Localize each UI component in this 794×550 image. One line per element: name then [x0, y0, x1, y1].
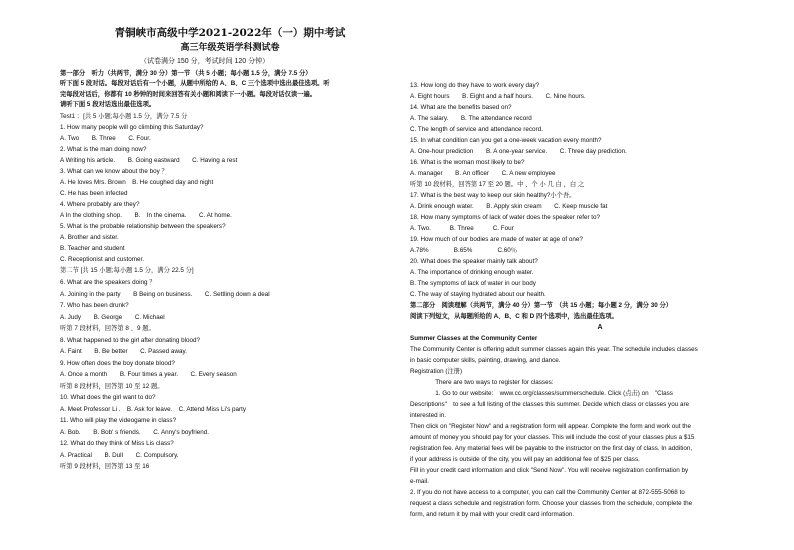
- text-line: form, and return it by mail with your credit card information.: [410, 511, 575, 518]
- text-line: interested in.: [410, 412, 447, 419]
- exam-info: （试卷满分 150 分，考试时间 120 分钟）: [140, 58, 270, 65]
- text-line: 15. In what condition can you get a one-week vacation every month?: [410, 137, 602, 144]
- text-line: A. manager B. An officer C. A new employee: [410, 170, 556, 177]
- text-line: A. Brother and sister.: [60, 234, 119, 241]
- text-line: 17. What is the best way to keep our skin healthy?小个吾。: [410, 192, 576, 199]
- text-line: A. Bob. B. Bob' s friends. C. Anny's boyfriend.: [60, 428, 210, 436]
- exam-title: 青铜峡市高级中学2021-2022年（一）期中考试: [114, 27, 346, 39]
- text-line: A. He loves Mrs. Brown B. He coughed day and night: [60, 179, 214, 186]
- text-line: A. Faint B. Be better C. Passed away.: [60, 348, 187, 355]
- text-line: A. Meet Professor Li . B. Ask for leave. C. Attend Miss Li's party: [60, 405, 246, 413]
- text-line: 4. Where probably are they?: [60, 201, 140, 208]
- text-line: 8. What happened to the girl after donating blood?: [60, 336, 201, 344]
- text-line: 听第 9 段材料，回答第 13 至 16: [60, 463, 150, 470]
- text-line: 1. Go to our website: www.cc.org/classes/summerschedule. Click (点击) on "Class: [410, 390, 673, 397]
- text-line: C. The way of staying hydrated about our health.: [410, 291, 546, 298]
- text-line: 9. How often does the boy donate blood?: [60, 359, 175, 367]
- text-line: A. Drink enough water. B. Apply skin cream C. Keep muscle fat: [410, 203, 608, 210]
- text-line: 16. What is the woman most likely to be?: [410, 159, 525, 166]
- text-line: A. Judy B. George C. Michael: [60, 313, 165, 321]
- text-line: 第二部分 阅读理解（共两节，满分 40 分）第一节 （共 15 小题；每小题 2 分，满分 30 分）: [410, 302, 673, 309]
- text-line: C. He has been infected: [60, 190, 128, 197]
- text-line: 12. What do they think of Miss Lis class?: [60, 440, 174, 447]
- text-line: A In the clothing shop. B. In the cinema. C. At home.: [60, 212, 232, 219]
- text-line: Test1 ：[共 5 小题;每小题 1.5 分，满分 7.5 分: [60, 113, 188, 120]
- text-line: The Community Center is offering adult summer classes again this year. The schedule includes classes: [410, 346, 698, 353]
- text-line: Registration (注册): [410, 368, 463, 375]
- text-line: 请听下面 5 段对话选出最佳选项。: [60, 101, 156, 108]
- text-line: 听第 10 段材料，回答第 17 至 20 题。中 、个 小 几 白 ，白 之: [410, 181, 585, 188]
- text-line: A.78% B.65% C.60％: [410, 247, 518, 254]
- text-line: 1. How many people will go climbing this Saturday?: [60, 124, 204, 131]
- text-line: 11. Who will play the videogame in class?: [60, 417, 177, 424]
- text-line: 19. How much of our bodies are made of water at age of one?: [410, 236, 583, 243]
- text-line: 18. How many symptoms of lack of water does the speaker refer to?: [410, 214, 601, 221]
- text-line: B. The symptoms of lack of water in our body: [410, 280, 536, 287]
- text-line: A. Eight hours B. Eight and a half hours. C. Nine hours.: [410, 93, 586, 100]
- passage-heading: Summer Classes at the Community Center: [410, 335, 538, 342]
- text-line: 6. What are the speakers doing ？: [60, 279, 156, 286]
- text-line: C. The length of service and attendance record.: [410, 126, 543, 133]
- exam-subtitle: 高三年级英语学科测试卷: [180, 43, 280, 53]
- text-line: registration fee. Any material fees will be payable to the instructor on the first day of class. In addition,: [410, 445, 693, 452]
- text-line: Then click on "Register Now" and a registration form will appear. Complete the form and work out the: [410, 423, 691, 430]
- text-line: in basic computer skills, painting, drawing, and dance.: [410, 357, 561, 364]
- text-line: A. Practical B. Dull C. Compulsory.: [60, 451, 179, 459]
- text-line: if your address is outside of the city, you will pay an additional fee of $25 per class.: [410, 456, 640, 463]
- text-line: 3. What can we know about the boy ？: [60, 168, 168, 175]
- text-line: 20. What does the speaker mainly talk about?: [410, 258, 538, 265]
- text-line: 5. What is the probable relationship between the speakers?: [60, 223, 226, 230]
- text-line: 听第 8 段材料，回答第 10 至 12 题。: [60, 382, 164, 390]
- text-line: 听第 7 段材料，回答第 8 、9 题。: [60, 325, 155, 332]
- text-line: There are two ways to register for classes:: [410, 379, 554, 386]
- text-line: request a class schedule and registration form. Choose your classes from the schedule, complete the: [410, 500, 693, 507]
- text-line: 13. How long do they have to work every day?: [410, 82, 540, 89]
- text-line: amount of money you should pay for your classes. This will include the cost of your classes plus a $15: [410, 434, 695, 441]
- text-line: 14. What are the benefits based on?: [410, 104, 512, 111]
- text-line: Fill in your credit card information and click "Send Now". You will receive registration confirmation by: [410, 467, 689, 474]
- text-line: 7. Who has been drunk?: [60, 302, 129, 309]
- text-line: Descriptions" to see a full listing of the classes this summer. Decide which class or classes you are: [410, 401, 690, 408]
- text-line: 阅读下列短文，从每题所给的 A、B、C 和 D 四个选项中，选出最佳选项。: [410, 313, 618, 320]
- text-line: 听下面 5 段对话。每段对话后有一个小题，从题中所给的 A、B、C 三个选项中选出最佳选项。听: [60, 80, 330, 87]
- text-line: A Writing his article. B. Going eastward C. Having a rest: [60, 157, 238, 164]
- text-line: 第一部分 听力（共两节，满分 30 分）第一节 （共 5 小题；每小题 1.5 分，满分 7.5 分）: [60, 69, 312, 77]
- text-line: 2. If you do not have access to a computer, you can call the Community Center at 872-555-5068 to: [410, 489, 685, 496]
- text-line: 2. What is the man doing now?: [60, 146, 147, 153]
- text-line: A. Two. B. Three C. Four: [410, 225, 514, 232]
- text-line: A. Two B. Three C. Four.: [60, 135, 151, 142]
- text-line: A. The salary. B. The attendance record: [410, 115, 532, 122]
- text-line: A. One-hour prediction B. A one-year service. C. Three day prediction.: [410, 148, 627, 155]
- text-line: 完每段对话后，你都有 10 秒钟的时间来回答有关小题和阅读下一小题。每段对话仅读一遍。: [60, 90, 317, 98]
- text-line: B. Teacher and student: [60, 245, 125, 252]
- text-line: A. Once a month B. Four times a year. C. Every season: [60, 371, 237, 378]
- text-line: e-mail.: [410, 478, 429, 485]
- text-line: 第二节 [共 15 小题;每小题 1.5 分，满分 22.5 分]: [60, 267, 194, 274]
- text-line: C. Receptionist and customer.: [60, 256, 144, 263]
- text-line: A. Joining in the party B Being on business. C. Settling down a deal: [60, 290, 270, 298]
- passage-letter: A: [597, 324, 603, 331]
- text-line: 10. What does the girl want to do?: [60, 394, 156, 401]
- text-line: A. The importance of drinking enough water.: [410, 269, 534, 276]
